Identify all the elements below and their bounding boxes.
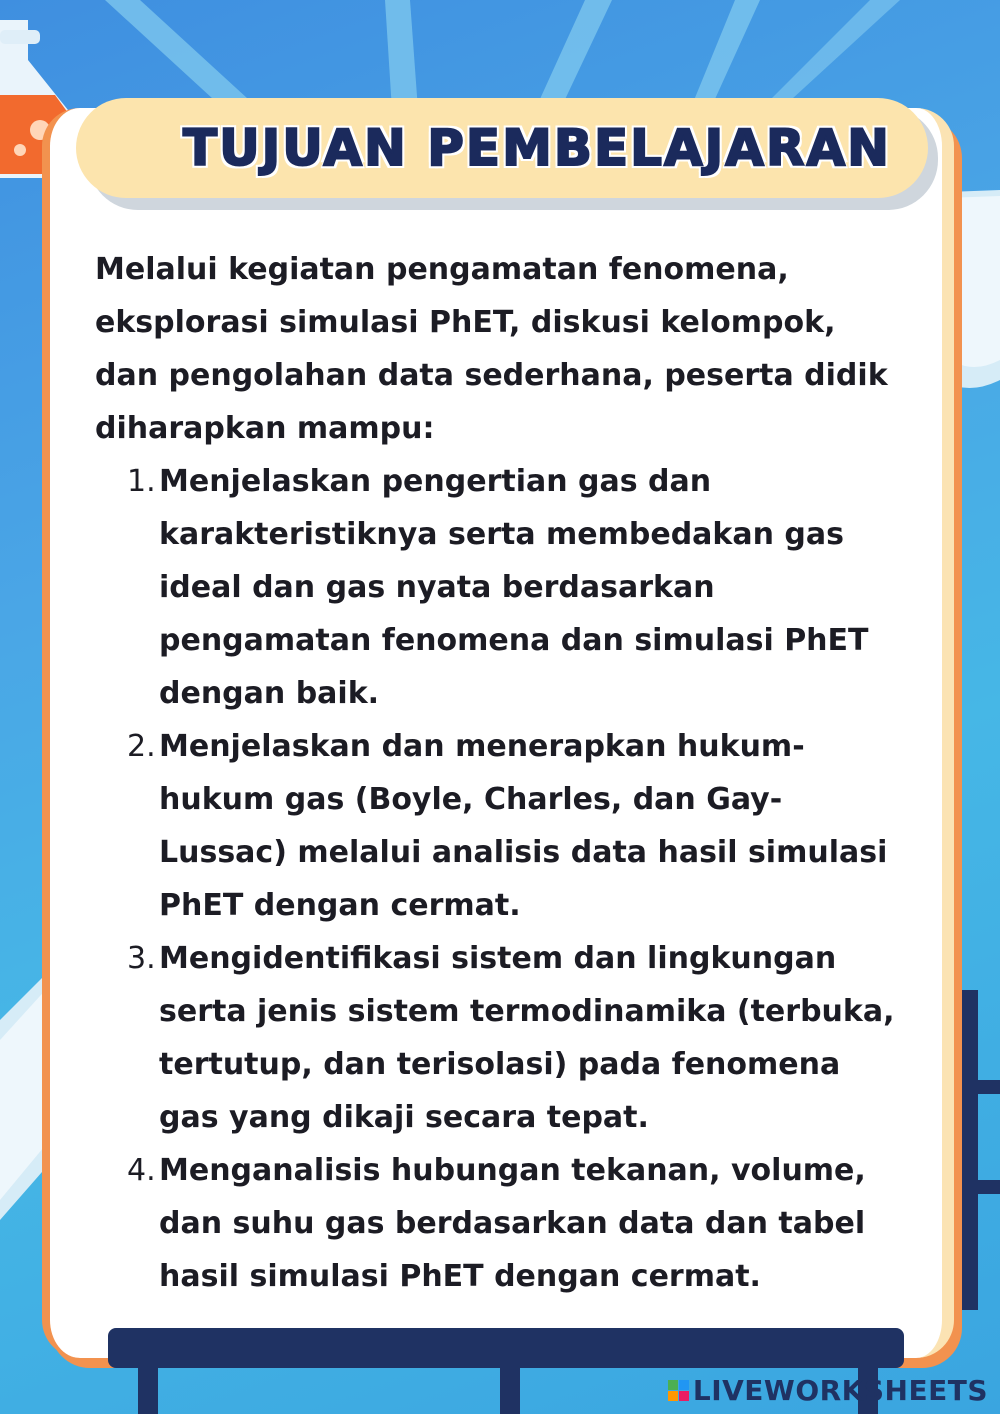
watermark [668, 1374, 988, 1407]
objective-number: 3. [127, 941, 156, 976]
light-ray [760, 0, 900, 110]
liveworksheets-logo-icon [668, 1380, 689, 1401]
light-ray [105, 0, 260, 110]
title-banner [76, 98, 928, 198]
objective-item [95, 1144, 895, 1303]
table-top [108, 1328, 904, 1368]
objectives-list [95, 455, 895, 1303]
objective-item [95, 455, 895, 720]
objective-number: 2. [127, 729, 156, 764]
light-ray [535, 0, 612, 110]
light-ray [690, 0, 760, 110]
page-title: TUJUAN PEMBELAJARAN [182, 119, 892, 177]
learning-objectives-content [95, 243, 895, 1303]
objective-item [95, 720, 895, 932]
objective-text: Menjelaskan dan menerapkan hukum-hukum gas (Boyle, Charles, dan Gay-Lussac) melalui analisis data hasil simulasi PhET dengan cermat. [159, 729, 888, 923]
intro-paragraph: Melalui kegiatan pengamatan fenomena, eksplorasi simulasi PhET, diskusi kelompok, dan pengolahan data sederhana, peserta didik diharapkan mampu: [95, 252, 888, 446]
objective-number: 4. [127, 1153, 156, 1188]
objective-item [95, 932, 895, 1144]
watermark-text: LIVEWORKSHEETS [692, 1374, 988, 1407]
objective-text: Menjelaskan pengertian gas dan karakteristiknya serta membedakan gas ideal dan gas nyata berdasarkan pengamatan fenomena dan simulasi PhET dengan baik. [159, 464, 869, 711]
objective-text: Mengidentifikasi sistem dan lingkungan serta jenis sistem termodinamika (terbuka, tertutup, dan terisolasi) pada fenomena gas yang dikaji secara tepat. [159, 941, 895, 1135]
chair-icon [962, 990, 1000, 1310]
table-leg [500, 1366, 520, 1414]
objective-number: 1. [127, 464, 156, 499]
light-ray [385, 0, 418, 110]
objective-text: Menganalisis hubungan tekanan, volume, dan suhu gas berdasarkan data dan tabel hasil simulasi PhET dengan cermat. [159, 1153, 866, 1294]
table-leg [138, 1366, 158, 1414]
